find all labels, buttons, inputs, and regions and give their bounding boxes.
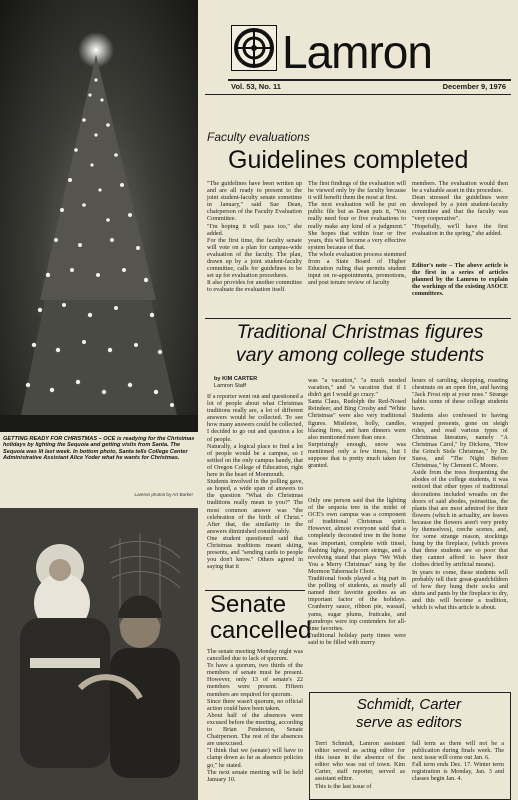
story2-byline-staff: Lamron Staff (214, 383, 246, 389)
story2-column-1: If a reporter went out and questioned a lot of people about what Christmas traditions really are, a lot of different answers would be collected. To see how many answers could be collected, I decided to go out and question a lot of people. Naturally, a logical place to find a lot of people would be a campus, so I settled on the only campus handy, that of Oregon College of Education, right here in the heart of Monmouth. Students involved in the polling gave, as hoped, a wide span of answers to the question "What do Christmas traditions really mean to you?" The most common answer was "the celebration of the birth of Christ." After that, the similarity in the answers diminished considerably. One student questioned said that Christmas traditions meant skiing, presents, and "sending cards to people you don't know." Others agreed in saying that it (207, 393, 303, 571)
story1-column-1: "The guidelines have been written up and are all ready to present to the joint student-faculty senate sometime in January," said Sue Dean, chairperson of the Faculty Evaluation Committee. "I'm hoping it will pass too," she added. For the first time, the faculty senate will vote on a plan for campus-wide evaluation of the faculty. The plan, drawn up by a joint student-faculty committee, calls for guidelines to be set up for evaluation procedures. It also provides for another committee to evaluate the evaluation itself. (207, 180, 302, 294)
masthead-rule-bottom (205, 94, 511, 95)
story2-column-3: hours of caroling, shopping, roasting chestnuts on an open fire, and having "Jack Frost nip at your nose." Strange habits some of these college students have. Students also confessed to having wrapped presents, gone on sleigh rides, and read various types of Christmas literature, namely "A Christmas Carol," by Dickens, "How the Grinch Stole Christmas," by Dr. Suess, and "The Night Before Christmas," by Clement C. Moore. Aside from the trees frequenting the abodes of the college students, it was noticed that other types of traditional decorations included wreaths on the doors of said abodes, poinsettias, the plants that are most admired for their flowers (which in actuality, are leaves because the flowers aren't very pretty by themselves), creche scenes, and, for some strange reason, stockings hung by the fireplace, (which proves that these students are so poor that they cannot afford to have their clothes dried by artificial means). In years to come, these students will probably tell their great-grandchildren of how they hung their socks and shirts and pants by the fireplace to dry, and this will become a tradition, which is what this article is about. (412, 377, 508, 611)
story4-headline-line1: Schmidt, Carter (356, 696, 462, 713)
story2-headline-line1: Traditional Christmas figures (236, 321, 484, 343)
story1-column-2: The first findings of the evaluation will be viewed only by the faculty because it will benefit them the most at first. The next evaluation will be put on public file but as Dean puts it, "You really need four or five evaluations to really make any kind of a judgment." She hopes that within four or five years, this will become a very effective system because of that. The whole evaluation process stemmed from a State Board of Higher Education ruling that permits student input on re-appointments, promotions, and post tenure review of faculty (308, 180, 406, 287)
story1-kicker: Faculty evaluations (207, 130, 310, 144)
photo-credit: Lamron photos by Art Barker (134, 492, 193, 497)
story2-headline-line2: vary among college students (235, 344, 485, 366)
issue-date: December 9, 1976 (442, 82, 506, 91)
masthead-title: Lamron (282, 26, 432, 78)
story3-headline-line1: Senate (210, 591, 287, 618)
story2-column-2a: was "a vacation," "a much needed vacation," and "a vacation that if I didn't get I would go crazy." Santa Claus, Rudolph the Red-Nosed Reindeer, and Bing Crosby and "White Christmas" were also very traditional figures. Mistletoe, holly, candles, blazing fires, and ham dinners were also mentioned more than once. Surprisingly enough, snow was mentioned only a few times, but I suppose that is pretty much taken for granted. (308, 377, 406, 470)
story1-column-3: members. The evaluation would then be a valuable asset in this procedure. Dean stressed the guidelines were developed by a joint student-faculty committee and that the faculty was "very cooperative". "Hopefully, we'll have the first evaluation in the spring," she added. (412, 180, 508, 237)
story2-byline: by KIM CARTER (214, 376, 258, 382)
lamron-logo (231, 25, 277, 71)
christmas-tree-illustration (0, 0, 198, 432)
santa-illustration (0, 508, 198, 800)
story2-column-2b: Only one person said that the lighting of the sequoia tree in the midst of OCE's own campus was a component of traditional Christmas spirit. However, almost everyone said that a completely decorated tree in the home was important, complete with tinsel, flashing lights, popcorn strings, and a revolving stand that plays "We Wish You a Merry Christmas" sung by the Mormon Tabernacle Choir. Traditional foods played a big part in the polling of students, as nearly all named their favorite goodies as an important factor of the holidays. Cranberry sauce, ribbon pie, wassail, yams, sugar plums, fruitcake, and gumdrops were top contenders for all-time favorites. Traditional holiday party times were said to be filled with merry (308, 497, 406, 646)
masthead-rule (228, 79, 511, 81)
story3-headline-line2: cancelled (210, 617, 312, 644)
editors-note: Editor's note – The above article is the first in a series of articles planned by the Lamron to explain the workings of the existing ASOCE committees. (412, 262, 508, 298)
story1-divider (205, 318, 511, 319)
photo-caption: GETTING READY FOR CHRISTMAS – OCE is readying for the Christmas holidays by lighting the Sequoia and getting visits from Santa. The Sequoia was lit last week. In bottom photo, Santa tells College Center Administrative Assistant Alice Yoder what he wants for Christmas. (3, 436, 195, 462)
story4-column-1: Terri Schmidt, Lamron assistant editor served as acting editor for this issue in the absence of the editor who was out of town. Kim Carter, staff reporter, served as assistant editor. This is the last issue of (315, 740, 405, 790)
christmas-tree-photo (0, 0, 198, 432)
story1-headline: Guidelines completed (228, 146, 469, 174)
volume-number: Vol. 53, No. 11 (231, 82, 281, 91)
story4-headline-line2: serve as editors (356, 714, 462, 731)
story3-body: The senate meeting Monday night was cancelled due to lack of quorum. To have a quorum, two thirds of the members of senate must be present. However, only 13 of senate's 22 members were present. Fifteen members are required for quorum. Since there wasn't quorum, no official action could have been taken. About half of the absences were excused before the meeting, according to Brian Fenderson, Senate Chairperson. The rest of the absences are unexcused. "I think that we (senate) will have to clamp down as far as absence policies go," he stated. The next senate meeting will be held January 10. (207, 648, 303, 783)
story4-column-2: fall term as there will not be a publication during finals week. The next issue will come out Jan. 6. Fall term ends Dec. 17. Winter term registration is Monday, Jan. 3 and classes begin Jan. 4. (412, 740, 504, 783)
santa-photo (0, 508, 198, 800)
